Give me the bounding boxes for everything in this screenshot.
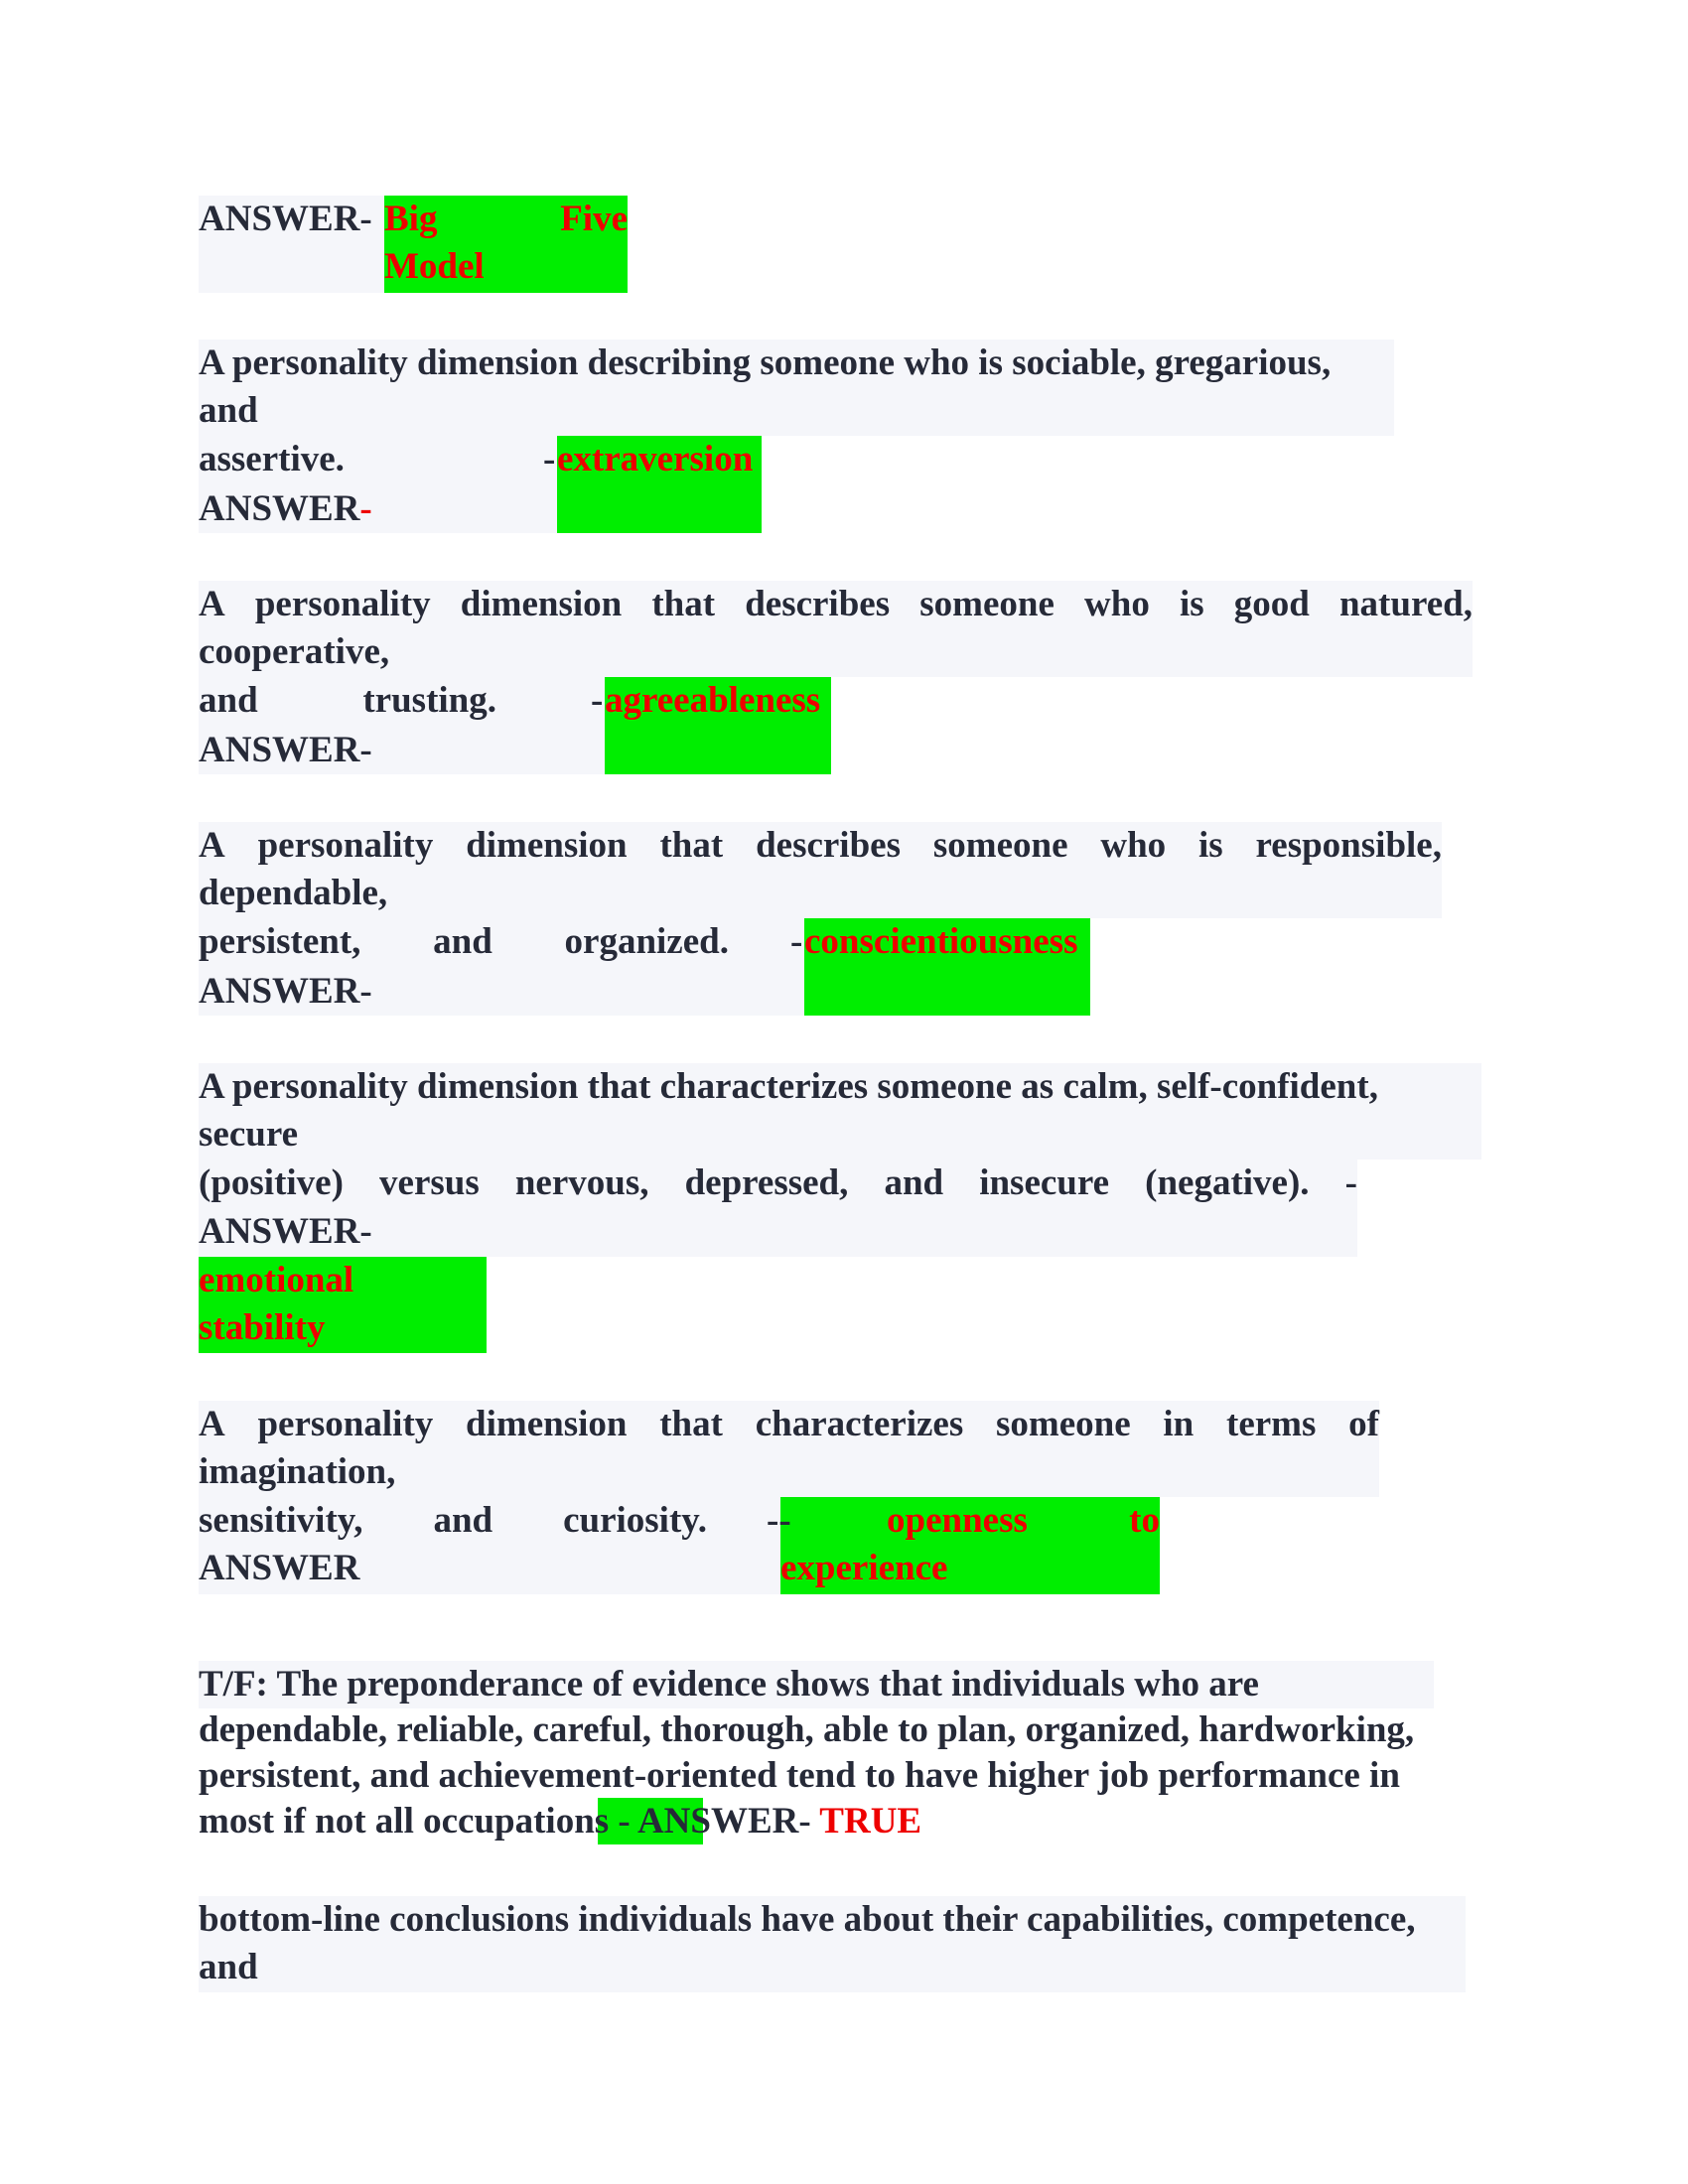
q2-word: A	[199, 584, 225, 624]
q3-word: who	[1100, 825, 1167, 866]
q4-word: and	[884, 1162, 944, 1203]
q5-word: sensitivity,	[199, 1500, 363, 1541]
q4-word: insecure	[979, 1162, 1110, 1203]
q2-question-line2: cooperative,	[199, 631, 390, 672]
q4-question-line3	[199, 1160, 1357, 1207]
q6-question-line4	[199, 1798, 921, 1845]
q5-question-line1	[199, 1401, 1379, 1448]
q3-word: A	[199, 825, 225, 866]
q5-word: characterizes	[755, 1404, 964, 1444]
q2-answer-label: ANSWER-	[199, 730, 372, 770]
q2-dash: -	[591, 680, 604, 721]
q2-word: trusting.	[362, 680, 496, 721]
q5-word: someone	[995, 1404, 1131, 1444]
q4-word: (positive)	[199, 1162, 344, 1203]
q2-word: and	[199, 680, 258, 721]
q5-word: terms	[1226, 1404, 1317, 1444]
q1-question-line2: and	[199, 390, 258, 431]
q0-answer-line1	[384, 196, 628, 243]
q2-question-line1	[199, 581, 1473, 628]
q0-answer-line2: Model	[384, 246, 485, 287]
q5-word: of	[1348, 1404, 1379, 1444]
q1-question-line1: A personality dimension describing someone who is sociable, gregarious,	[199, 342, 1332, 383]
q3-word: dimension	[466, 825, 628, 866]
q5-word: A	[199, 1404, 225, 1444]
q3-word: personality	[257, 825, 434, 866]
q2-word: good	[1233, 584, 1310, 624]
q3-answer-label: ANSWER-	[199, 971, 372, 1012]
q2-word: that	[651, 584, 716, 624]
q3-word: organized.	[564, 921, 729, 962]
q6-question-line1: T/F: The preponderance of evidence shows that individuals who are	[199, 1664, 1259, 1705]
q6-question-line4-text: most if not all occupations - ANSWER-	[199, 1801, 811, 1842]
q5-word: personality	[257, 1404, 434, 1444]
q4-answer-line1: emotional	[199, 1260, 354, 1300]
q7-question-line1: bottom-line conclusions individuals have about their capabilities, competence,	[199, 1899, 1416, 1940]
q1-answer-label-dash: -	[359, 488, 372, 529]
q1-answer: extraversion	[557, 439, 754, 479]
q6-question-line2: dependable, reliable, careful, thorough, able to plan, organized, hardworking,	[199, 1709, 1415, 1750]
q2-word: someone	[919, 584, 1055, 624]
q5-answer-word-openness: openness	[887, 1500, 1028, 1541]
q4-word: -	[1344, 1162, 1357, 1203]
q5-answer-label: ANSWER	[199, 1548, 360, 1588]
q3-question-line1	[199, 822, 1442, 870]
q2-word: natured,	[1338, 584, 1473, 624]
q2-question-line3	[199, 677, 496, 725]
q5-word: dimension	[466, 1404, 628, 1444]
q2-word: describes	[745, 584, 891, 624]
q5-question-line3	[199, 1497, 707, 1545]
q5-question-line2: imagination,	[199, 1451, 396, 1492]
q6-question-line3: persistent, and achievement-oriented tend to have higher job performance in	[199, 1755, 1400, 1796]
q5-word: that	[659, 1404, 723, 1444]
q7-question-line2: and	[199, 1947, 258, 1987]
q3-word: persistent,	[199, 921, 361, 962]
q3-word: that	[659, 825, 724, 866]
q5-word: in	[1163, 1404, 1195, 1444]
q0-answer-word-five: Five	[560, 199, 628, 239]
q0-answer-word-big: Big	[384, 199, 438, 239]
q3-word: describes	[756, 825, 901, 866]
q2-word: is	[1179, 584, 1204, 624]
q2-word: personality	[254, 584, 431, 624]
q3-question-line3	[199, 918, 729, 966]
q2-word: dimension	[460, 584, 623, 624]
q3-word: and	[433, 921, 492, 962]
q3-word: responsible,	[1255, 825, 1442, 866]
q2-answer: agreeableness	[605, 680, 821, 721]
q2-word: who	[1084, 584, 1150, 624]
q3-word: someone	[932, 825, 1068, 866]
q1-answer-label	[199, 485, 372, 533]
q4-answer-label: ANSWER-	[199, 1211, 372, 1252]
q6-answer: TRUE	[819, 1801, 922, 1842]
q5-answer-line1	[887, 1497, 1160, 1545]
q5-word: and	[433, 1500, 493, 1541]
q1-dash: -	[543, 439, 556, 479]
q4-answer-line2: stability	[199, 1307, 326, 1348]
q5-answer-word-to: to	[1129, 1500, 1160, 1541]
q4-word: (negative).	[1145, 1162, 1310, 1203]
q5-answer-line2: experience	[780, 1548, 948, 1588]
q4-question-line2: secure	[199, 1114, 298, 1155]
q4-word: depressed,	[684, 1162, 849, 1203]
q4-word: nervous,	[514, 1162, 649, 1203]
q4-word: versus	[379, 1162, 480, 1203]
q0-answer-label: ANSWER-	[199, 199, 372, 239]
q1-answer-label-text: ANSWER	[199, 488, 360, 529]
q1-question-line3: assertive.	[199, 439, 345, 479]
q5-word: curiosity.	[563, 1500, 707, 1541]
q4-question-line1: A personality dimension that characterizes someone as calm, self-confident,	[199, 1066, 1378, 1107]
q3-dash: -	[790, 921, 803, 962]
q3-question-line2: dependable,	[199, 873, 388, 913]
q3-answer: conscientiousness	[804, 921, 1078, 962]
q5-dash: --	[767, 1500, 791, 1541]
q3-word: is	[1198, 825, 1223, 866]
